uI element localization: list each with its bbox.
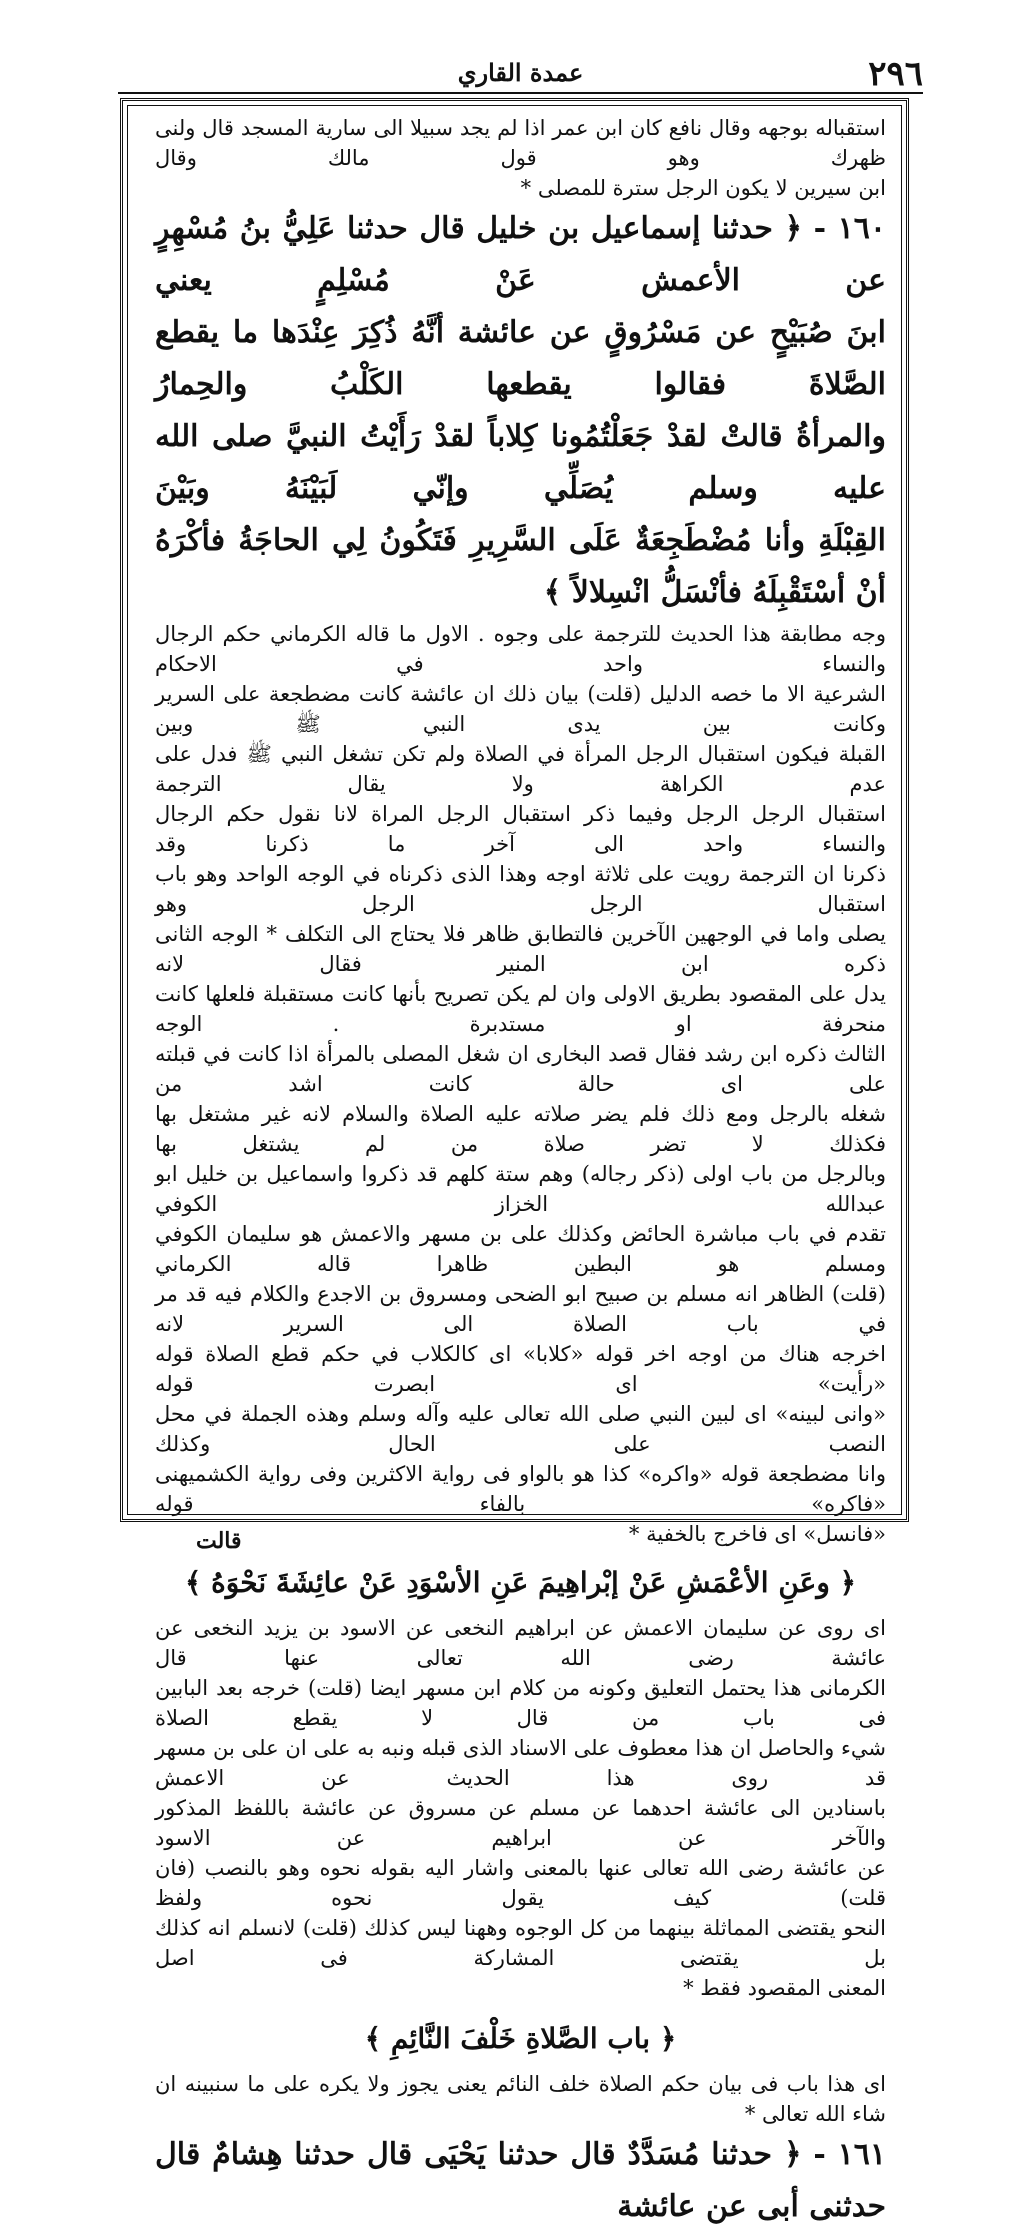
hadith-160-line: والمرأةُ قالتْ لقدْ جَعَلْتُمُونا كِلاباً لقدْ رَأَيْتُ النبيَّ صلى الله عليه وسلم يُصَلِّي وإنّي لَبَيْنَهُ وبَيْنَ — [155, 419, 886, 506]
commentary-line: يدل على المقصود بطريق الاولى وان لم يكن تصريح بأنها كانت مستقبلة فلعلها كانت منحرفة او مستدبرة . الوجه — [155, 982, 886, 1036]
hadith-161-line: ١٦١ - ﴿ حدثنا مُسَدَّدٌ قال حدثنا يَحْيَى قال حدثنا هِشامٌ قال حدثنى أبى عن عائشة — [155, 2137, 886, 2224]
commentary-line: «وانى لبينه» اى لبين النبي صلى الله تعالى عليه وآله وسلم وهذه الجملة في محل النصب على الحال وكذلك — [155, 1402, 886, 1456]
page-number: ٢٩٦ — [868, 54, 923, 94]
commentary-line: وانا مضطجعة قوله «واكره» كذا هو بالواو فى رواية الاكثرين وفى رواية الكشميهنى «فاكره» بالفاء قوله — [155, 1462, 886, 1516]
intro-line: استقباله بوجهه وقال نافع كان ابن عمر اذا لم يجد سبيلا الى سارية المسجد قال ولنى ظهرك وهو قول مالك وقال — [155, 116, 886, 170]
commentary-line: اى روى عن سليمان الاعمش عن ابراهيم النخعى عن الاسود بن يزيد النخعى عن عائشة رضى الله تعالى عنها قال — [155, 1616, 886, 1670]
catchword: قالت — [196, 1528, 242, 1554]
chapter-heading: ﴿ باب الصَّلاةِ خَلْفَ النَّائِمِ ﴾ — [364, 2022, 677, 2055]
commentary-line: وجه مطابقة هذا الحديث للترجمة على وجوه . الاول ما قاله الكرماني حكم الرجال والنساء واحد في الاحكام — [155, 622, 886, 676]
text-frame — [120, 98, 909, 2224]
commentary-line: (قلت) الظاهر انه مسلم بن صبيح ابو الضحى ومسروق بن الاجدع والكلام فيه قد مر في باب الصلاة الى السرير لانه — [155, 1282, 886, 1336]
commentary-line: باسنادين الى عائشة احدهما عن مسلم عن مسروق عن عائشة باللفظ المذكور والآخر عن ابراهيم عن الاسود — [155, 1796, 886, 1850]
commentary-line: الكرمانى هذا يحتمل التعليق وكونه من كلام ابن مسهر ايضا (قلت) خرجه بعد البابين فى باب من قال لا يقطع الصلاة — [155, 1676, 886, 1730]
commentary-line: اخرجه هناك من اوجه اخر قوله «كلابا» اى كالكلاب في حكم قطع الصلاة قوله «رأيت» اى ابصرت قوله — [155, 1342, 886, 1396]
commentary-line: يصلى واما في الوجهين الآخرين فالتطابق ظاهر فلا يحتاج الى التكلف * الوجه الثانى ذكره ابن المنير فقال لانه — [155, 922, 886, 976]
sub-chain-heading: ﴿ وعَنِ الأعْمَشِ عَنْ إبْراهِيمَ عَنِ الأسْوَدِ عَنْ عائِشَةَ نَحْوَهُ ﴾ — [184, 1566, 857, 1599]
commentary-line: «فانسل» اى فاخرج بالخفية * — [628, 1522, 886, 1546]
commentary-line: عن عائشة رضى الله تعالى عنها بالمعنى واشار اليه بقوله نحوه وهو بالنصب (فان قلت) كيف يقول نحوه ولفظ — [155, 1856, 886, 1910]
commentary-line: المعنى المقصود فقط * — [683, 1976, 886, 2000]
commentary-line: تقدم في باب مباشرة الحائض وكذلك على بن مسهر والاعمش هو سليمان الكوفي ومسلم هو البطين ظاهرا قاله الكرماني — [155, 1222, 886, 1276]
book-title: عمدة القاري — [457, 58, 584, 87]
commentary-line: القبلة فيكون استقبال الرجل المرأة في الصلاة ولم تكن تشغل النبي ﷺ فدل على عدم الكراهة ولا يقال الترجمة — [155, 742, 886, 796]
commentary-line: شغله بالرجل ومع ذلك فلم يضر صلاته عليه الصلاة والسلام لانه غير مشتغل بها فكذلك لا تضر صلاة من لم يشتغل بها — [155, 1102, 886, 1156]
text-column — [155, 113, 886, 2224]
commentary-line: النحو يقتضى المماثلة بينهما من كل الوجوه وههنا ليس كذلك (قلت) لانسلم انه كذلك بل يقتضى المشاركة فى اصل — [155, 1916, 886, 1970]
commentary-line: وبالرجل من باب اولى (ذكر رجاله) وهم ستة كلهم قد ذكروا واسماعيل بن خليل ابو عبدالله الخزاز الكوفي — [155, 1162, 886, 1216]
running-header — [118, 52, 923, 94]
intro-line: ابن سيرين لا يكون الرجل سترة للمصلى * — [520, 176, 886, 200]
hadith-160-line: ١٦٠ - ﴿ حدثنا إسماعيل بن خليل قال حدثنا عَلِيُّ بنُ مُسْهِرٍ عن الأعمش عَنْ مُسْلِمٍ يعني — [155, 211, 886, 298]
commentary-line: شيء والحاصل ان هذا معطوف على الاسناد الذى قبله ونبه به على ان على بن مسهر قد روى هذا الحديث عن الاعمش — [155, 1736, 886, 1790]
commentary-line: الشرعية الا ما خصه الدليل (قلت) بيان ذلك ان عائشة كانت مضطجعة على السرير وكانت بين يدى النبي ﷺ وبين — [155, 682, 886, 736]
hadith-160-line: القِبْلَةِ وأنا مُضْطَجِعَةٌ عَلَى السَّرِيرِ فَتَكُونُ لِي الحاجَةُ فأكْرَهُ أنْ أسْتَقْبِلَهُ فأنْسَلُّ انْسِلالاً ﴾ — [155, 523, 886, 610]
commentary-line: اى هذا باب فى بيان حكم الصلاة خلف النائم يعنى يجوز ولا يكره على ما سنبينه ان شاء الله تعالى * — [155, 2072, 886, 2126]
hadith-160-line: ابنَ صُبَيْحٍ عن مَسْرُوقٍ عن عائشة أنَّهُ ذُكِرَ عِنْدَها ما يقطع الصَّلاةَ فقالوا يقطعها الكَلْبُ والحِمارُ — [155, 315, 886, 402]
commentary-line: الثالث ذكره ابن رشد فقال قصد البخارى ان شغل المصلى بالمرأة اذا كانت في قبلته على اى حالة كانت اشد من — [155, 1042, 886, 1096]
commentary-line: ذكرنا ان الترجمة رويت على ثلاثة اوجه وهذا الذى ذكرناه في الوجه الواحد وهو باب استقبال الرجل الرجل وهو — [155, 862, 886, 916]
commentary-line: استقبال الرجل الرجل وفيما ذكر استقبال الرجل المراة لانا نقول حكم الرجال والنساء واحد الى آخر ما ذكرنا وقد — [155, 802, 886, 856]
